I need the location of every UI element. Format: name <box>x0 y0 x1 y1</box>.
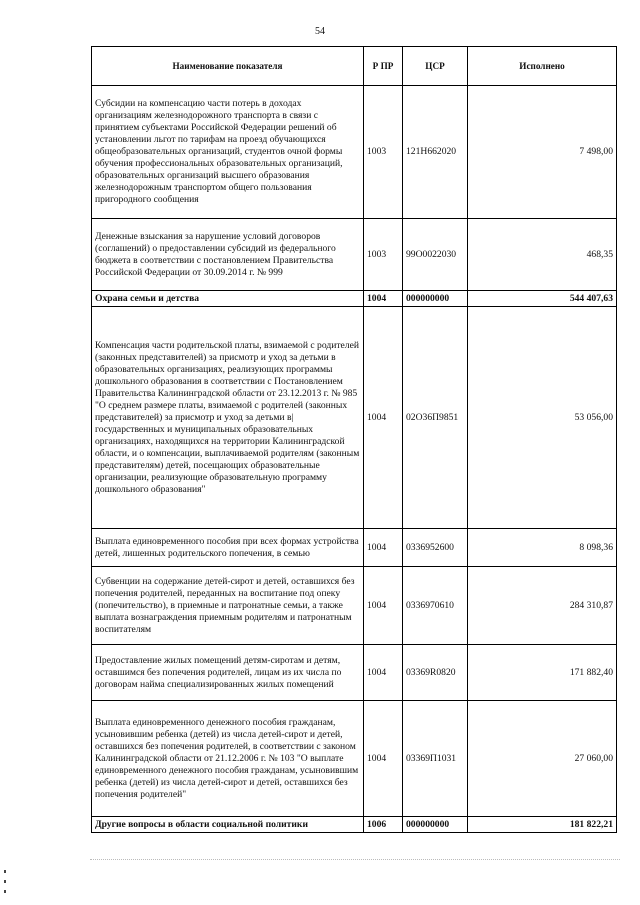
row-value: 284 310,87 <box>468 567 617 645</box>
row-name: Субвенции на содержание детей-сирот и детей, оставшихся без попечения родителей, переданных на воспитание под опеку (попечительство), в приемные и патронатные семьи, а также выплата вознаграждения приемным родителям и патронатным воспитателям <box>92 567 364 645</box>
row-name: Выплата единовременного пособия при всех формах устройства детей, лишенных родительского попечения, в семью <box>92 529 364 567</box>
row-value: 7 498,00 <box>468 86 617 219</box>
scan-artifact-line <box>90 859 620 861</box>
scan-margin-mark <box>4 870 6 873</box>
row-name: Субсидии на компенсацию части потерь в доходах организациям железнодорожного транспорта в связи с принятием субъектами Российской Федерации решений об установлении льгот по тарифам на проезд обучающихся общеобразовательных организаций, студентов очной формы обучения профессиональных образовательных организаций, образовательных организаций высшего образования железнодорожным транспортом общего пользования пригородного сообщения <box>92 86 364 219</box>
header-name: Наименование показателя <box>92 47 364 86</box>
page-number: 54 <box>315 26 325 37</box>
table-row <box>92 86 617 219</box>
row-value: 171 882,40 <box>468 645 617 701</box>
scan-margin-mark <box>4 880 6 883</box>
row-rpr: 1004 <box>364 645 403 701</box>
row-value: 181 822,21 <box>468 817 617 833</box>
row-csr: 121Н662020 <box>403 86 468 219</box>
scan-margin-mark <box>4 890 6 893</box>
row-rpr: 1003 <box>364 219 403 291</box>
row-csr: 0336970610 <box>403 567 468 645</box>
row-csr: 000000000 <box>403 817 468 833</box>
row-value: 544 407,63 <box>468 291 617 307</box>
expenditure-table <box>91 46 617 833</box>
table-row <box>92 219 617 291</box>
header-value: Исполнено <box>468 47 617 86</box>
row-rpr: 1004 <box>364 529 403 567</box>
row-csr: 02О36П9851 <box>403 307 468 529</box>
table-header-row <box>92 47 617 86</box>
row-name: Денежные взыскания за нарушение условий договоров (соглашений) о предоставлении субсидий из федерального бюджета в соответствии с постановлением Правительства Российской Федерации от 30.09.2014 г. № 999 <box>92 219 364 291</box>
row-csr: 0336952600 <box>403 529 468 567</box>
row-rpr: 1003 <box>364 86 403 219</box>
row-rpr: 1004 <box>364 307 403 529</box>
row-value: 468,35 <box>468 219 617 291</box>
row-rpr: 1004 <box>364 701 403 817</box>
row-name: Компенсация части родительской платы, взимаемой с родителей (законных представителей) за присмотр и уход за детьми в образовательных организациях, реализующих программы дошкольного образования в соответствии с Постановлением Правительства Калининградской области от 23.12.2013 г. № 985 "О среднем размере платы, взимаемой с родителей (законных представителей) за присмотр и уход за детьми в|государственных и муниципальных образовательных организациях, находящихся на территории Калининградской области, и о компенсации, выплачиваемой родителям (законным представителям) детей, посещающих образовательные организации, реализующие образовательную программу дошкольного образования" <box>92 307 364 529</box>
table-row <box>92 567 617 645</box>
table-row <box>92 529 617 567</box>
table-row <box>92 307 617 529</box>
row-value: 53 056,00 <box>468 307 617 529</box>
row-csr: 000000000 <box>403 291 468 307</box>
row-value: 27 060,00 <box>468 701 617 817</box>
row-rpr: 1006 <box>364 817 403 833</box>
header-csr: ЦСР <box>403 47 468 86</box>
row-value: 8 098,36 <box>468 529 617 567</box>
row-rpr: 1004 <box>364 291 403 307</box>
table-row-section <box>92 291 617 307</box>
row-rpr: 1004 <box>364 567 403 645</box>
row-csr: 03369R0820 <box>403 645 468 701</box>
table-row <box>92 701 617 817</box>
header-rpr: Р ПР <box>364 47 403 86</box>
row-name: Предоставление жилых помещений детям-сиротам и детям, оставшимся без попечения родителей, лицам из их числа по договорам найма специализированных жилых помещений <box>92 645 364 701</box>
row-name: Другие вопросы в области социальной политики <box>92 817 364 833</box>
table-row <box>92 645 617 701</box>
row-name: Выплата единовременного денежного пособия гражданам, усыновившим ребенка (детей) из числа детей-сирот и детей, оставшихся без попечения родителей, в соответствии с законом Калининградской области от 21.12.2006 г. № 103 "О выплате единовременного денежного пособия гражданам, усыновившим ребенка (детей) из числа детей-сирот и детей, оставшихся без попечения родителей" <box>92 701 364 817</box>
row-csr: 03369П1031 <box>403 701 468 817</box>
row-name: Охрана семьи и детства <box>92 291 364 307</box>
row-csr: 99О0022030 <box>403 219 468 291</box>
table-row-section <box>92 817 617 833</box>
